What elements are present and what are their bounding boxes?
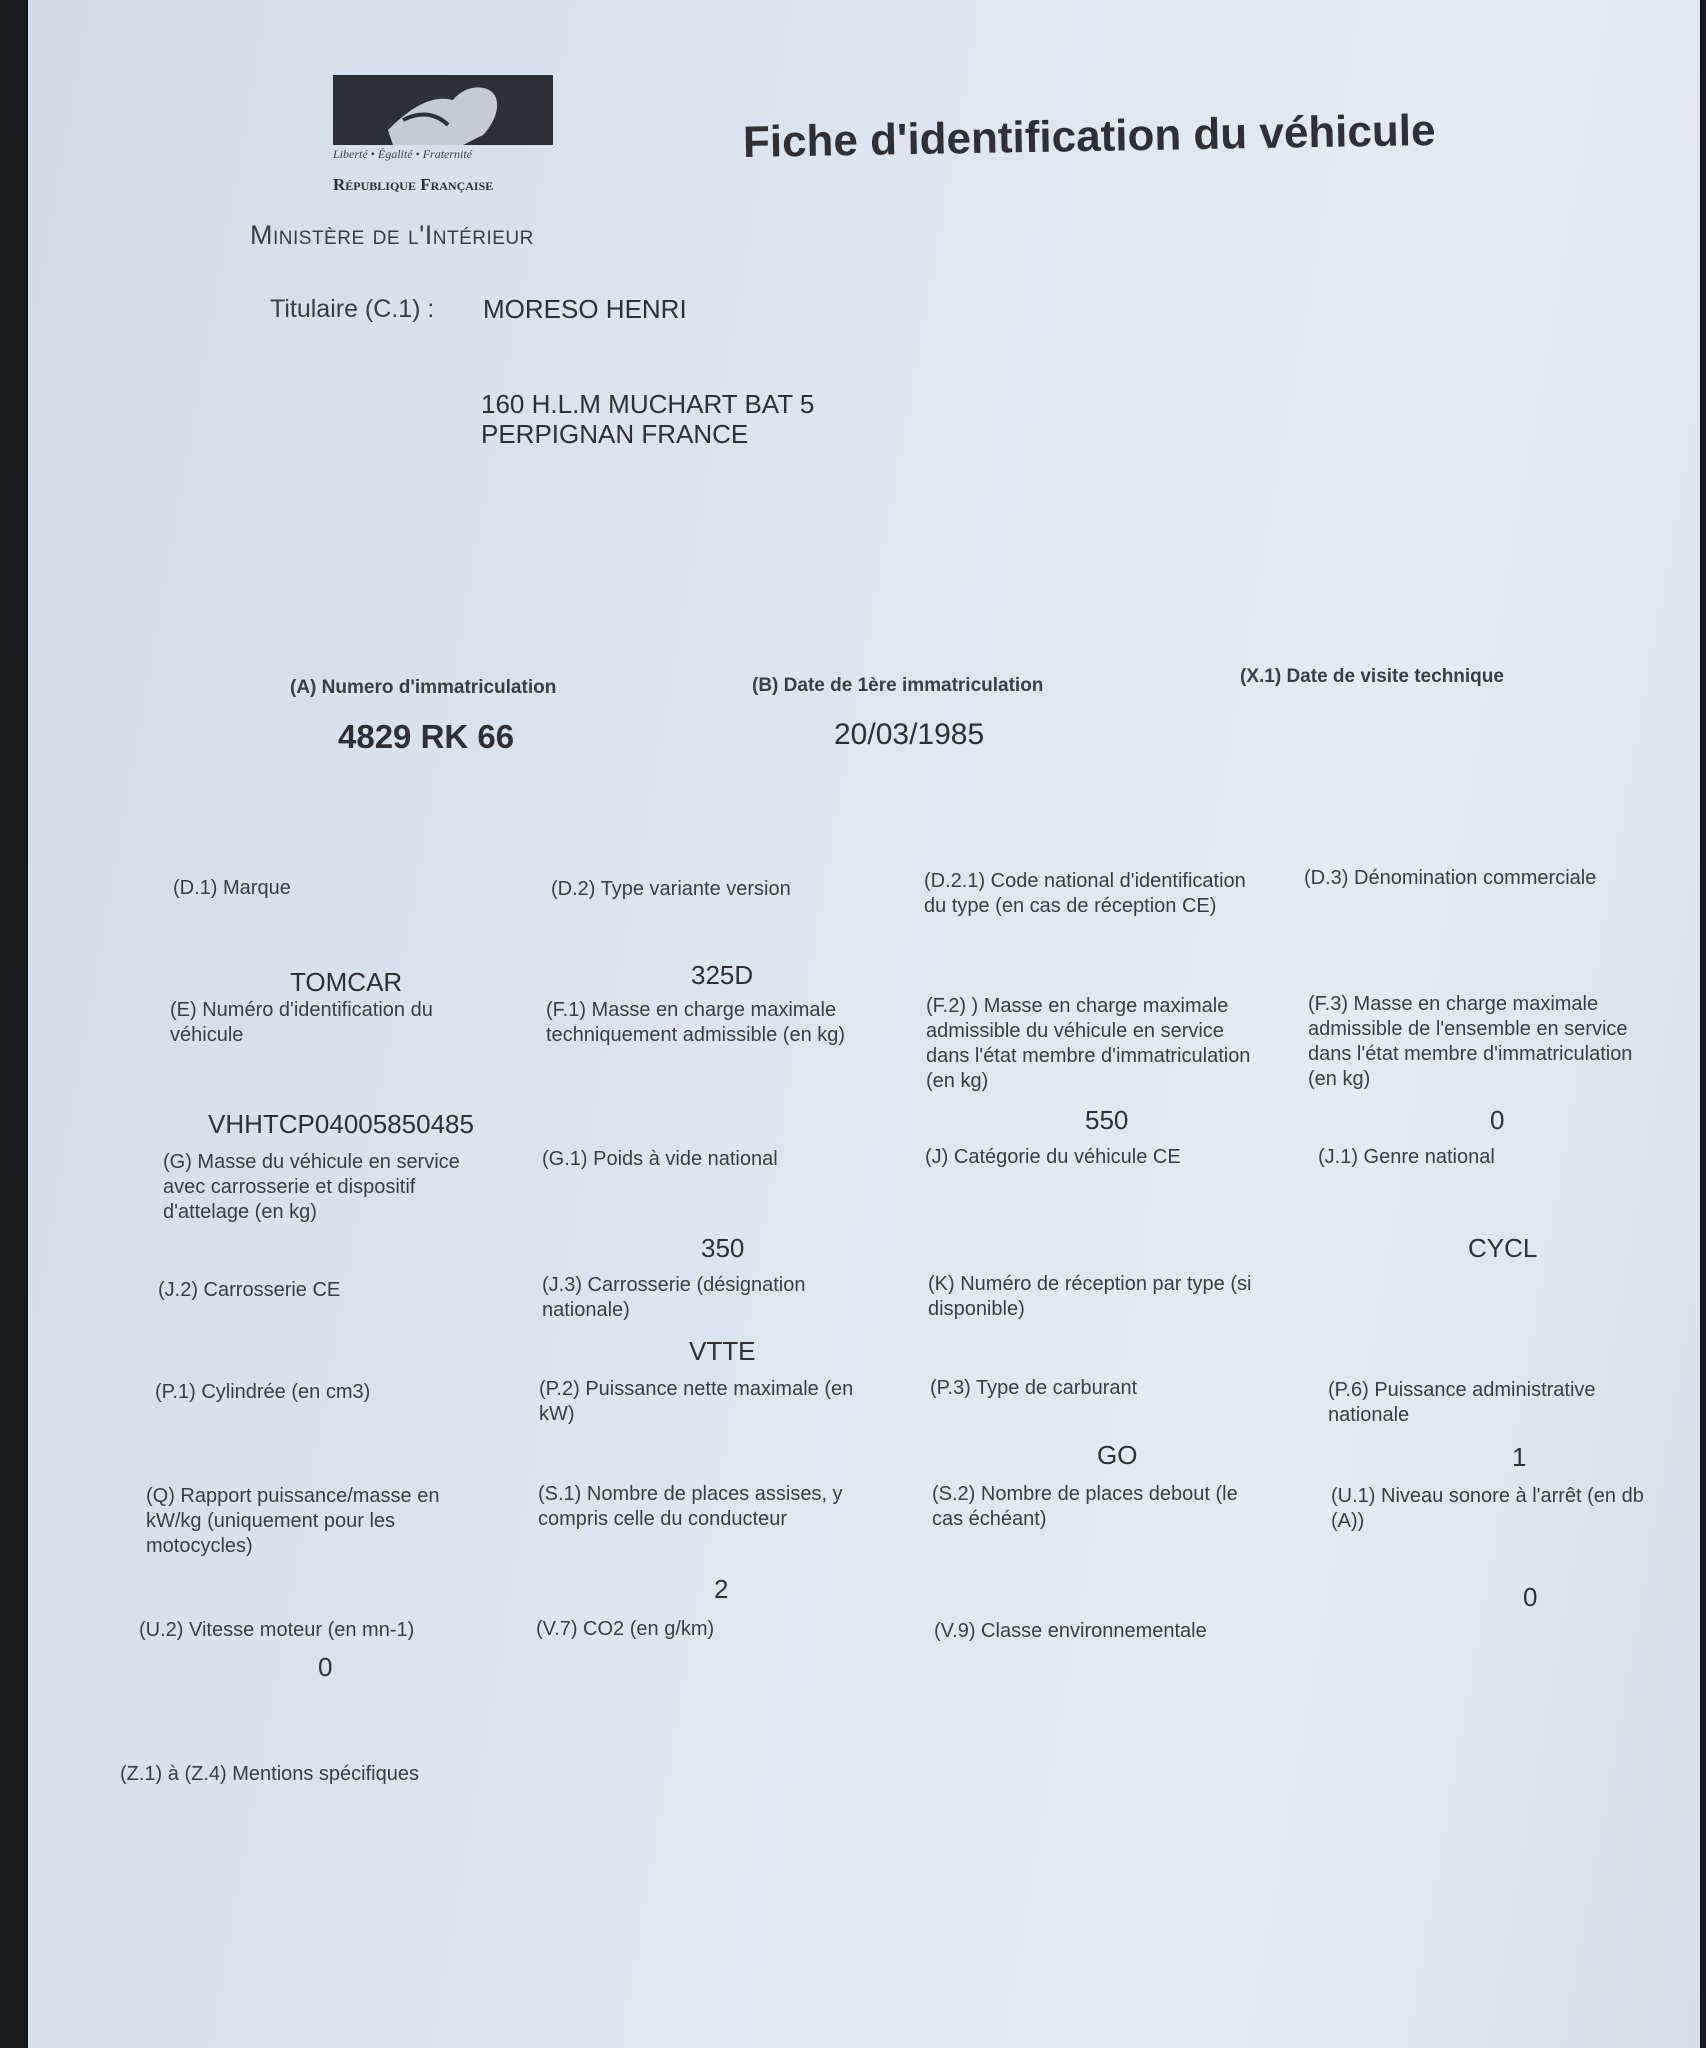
page-title: Fiche d'identification du véhicule: [742, 105, 1436, 167]
g1-value: 350: [701, 1233, 745, 1263]
d21-label: (D.2.1) Code national d'identification du type (en cas de réception CE): [924, 870, 1246, 917]
document-sheet: [28, 0, 1700, 2048]
j3-label: (J.3) Carrosserie (désignation nationale): [542, 1274, 806, 1321]
d1-value: TOMCAR: [290, 967, 403, 997]
f3-value: 0: [1490, 1105, 1505, 1135]
first-registration-date-label: (B) Date de 1ère immatriculation: [752, 675, 1044, 696]
j1-label: (J.1) Genre national: [1318, 1146, 1495, 1168]
marianne-emblem-icon: [333, 75, 553, 145]
s1-label: (S.1) Nombre de places assises, y compris celle du conducteur: [538, 1483, 843, 1530]
technical-inspection-date-label: (X.1) Date de visite technique: [1240, 666, 1504, 687]
j-label: (J) Catégorie du véhicule CE: [925, 1146, 1181, 1168]
holder-name: MORESO HENRI: [483, 294, 687, 324]
k-label: (K) Numéro de réception par type (si disponible): [928, 1273, 1252, 1320]
z-label: (Z.1) à (Z.4) Mentions spécifiques: [120, 1763, 419, 1785]
republic-logo: [333, 75, 553, 195]
u1-label: (U.1) Niveau sonore à l'arrêt (en db (A)): [1331, 1485, 1644, 1532]
p6-label: (P.6) Puissance administrative nationale: [1328, 1379, 1596, 1426]
d3-label: (D.3) Dénomination commerciale: [1304, 867, 1597, 889]
p3-value: GO: [1097, 1440, 1138, 1470]
f3-label: (F.3) Masse en charge maximale admissible de l'ensemble en service dans l'état membre d'immatriculation (en kg): [1308, 993, 1633, 1090]
holder-label: Titulaire (C.1) :: [270, 295, 435, 323]
s1-value: 2: [714, 1574, 729, 1604]
u1-value: 0: [1523, 1582, 1538, 1612]
d2-value: 325D: [691, 960, 754, 990]
e-label: (E) Numéro d'identification du véhicule: [170, 999, 433, 1046]
g-label: (G) Masse du véhicule en service avec carrosserie et dispositif d'attelage (en kg): [163, 1151, 460, 1223]
f2-label: (F.2) ) Masse en charge maximale admissible du véhicule en service dans l'état membre d'immatriculation (en kg): [926, 995, 1251, 1092]
logo-republic: République Française: [333, 175, 494, 194]
e-value: VHHTCP04005850485: [208, 1109, 474, 1139]
registration-number-value: 4829 RK 66: [338, 718, 515, 755]
ministry-name: Ministère de l'Intérieur: [250, 220, 534, 250]
holder-address-line2: PERPIGNAN FRANCE: [481, 419, 749, 449]
v9-label: (V.9) Classe environnementale: [934, 1620, 1207, 1642]
p3-label: (P.3) Type de carburant: [930, 1377, 1138, 1399]
first-registration-date-value: 20/03/1985: [834, 718, 985, 751]
v7-label: (V.7) CO2 (en g/km): [536, 1618, 715, 1640]
p1-label: (P.1) Cylindrée (en cm3): [155, 1381, 371, 1403]
p2-label: (P.2) Puissance nette maximale (en kW): [539, 1378, 854, 1425]
logo-motto: Liberté • Égalité • Fraternité: [333, 147, 473, 161]
d2-label: (D.2) Type variante version: [551, 878, 791, 900]
s2-label: (S.2) Nombre de places debout (le cas échéant): [932, 1483, 1238, 1530]
g1-label: (G.1) Poids à vide national: [542, 1148, 778, 1170]
p6-value: 1: [1512, 1442, 1527, 1472]
j1-value: CYCL: [1468, 1233, 1538, 1263]
j2-label: (J.2) Carrosserie CE: [158, 1279, 341, 1301]
j3-value: VTTE: [689, 1336, 756, 1366]
holder-address-line1: 160 H.L.M MUCHART BAT 5: [481, 389, 815, 419]
u2-value: 0: [318, 1652, 333, 1682]
d1-label: (D.1) Marque: [173, 877, 291, 899]
u2-label: (U.2) Vitesse moteur (en mn-1): [139, 1619, 415, 1641]
q-label: (Q) Rapport puissance/masse en kW/kg (uniquement pour les motocycles): [146, 1485, 440, 1557]
f1-label: (F.1) Masse en charge maximale techniquement admissible (en kg): [546, 999, 846, 1046]
registration-number-label: (A) Numero d'immatriculation: [290, 677, 557, 698]
f2-value: 550: [1085, 1105, 1129, 1135]
